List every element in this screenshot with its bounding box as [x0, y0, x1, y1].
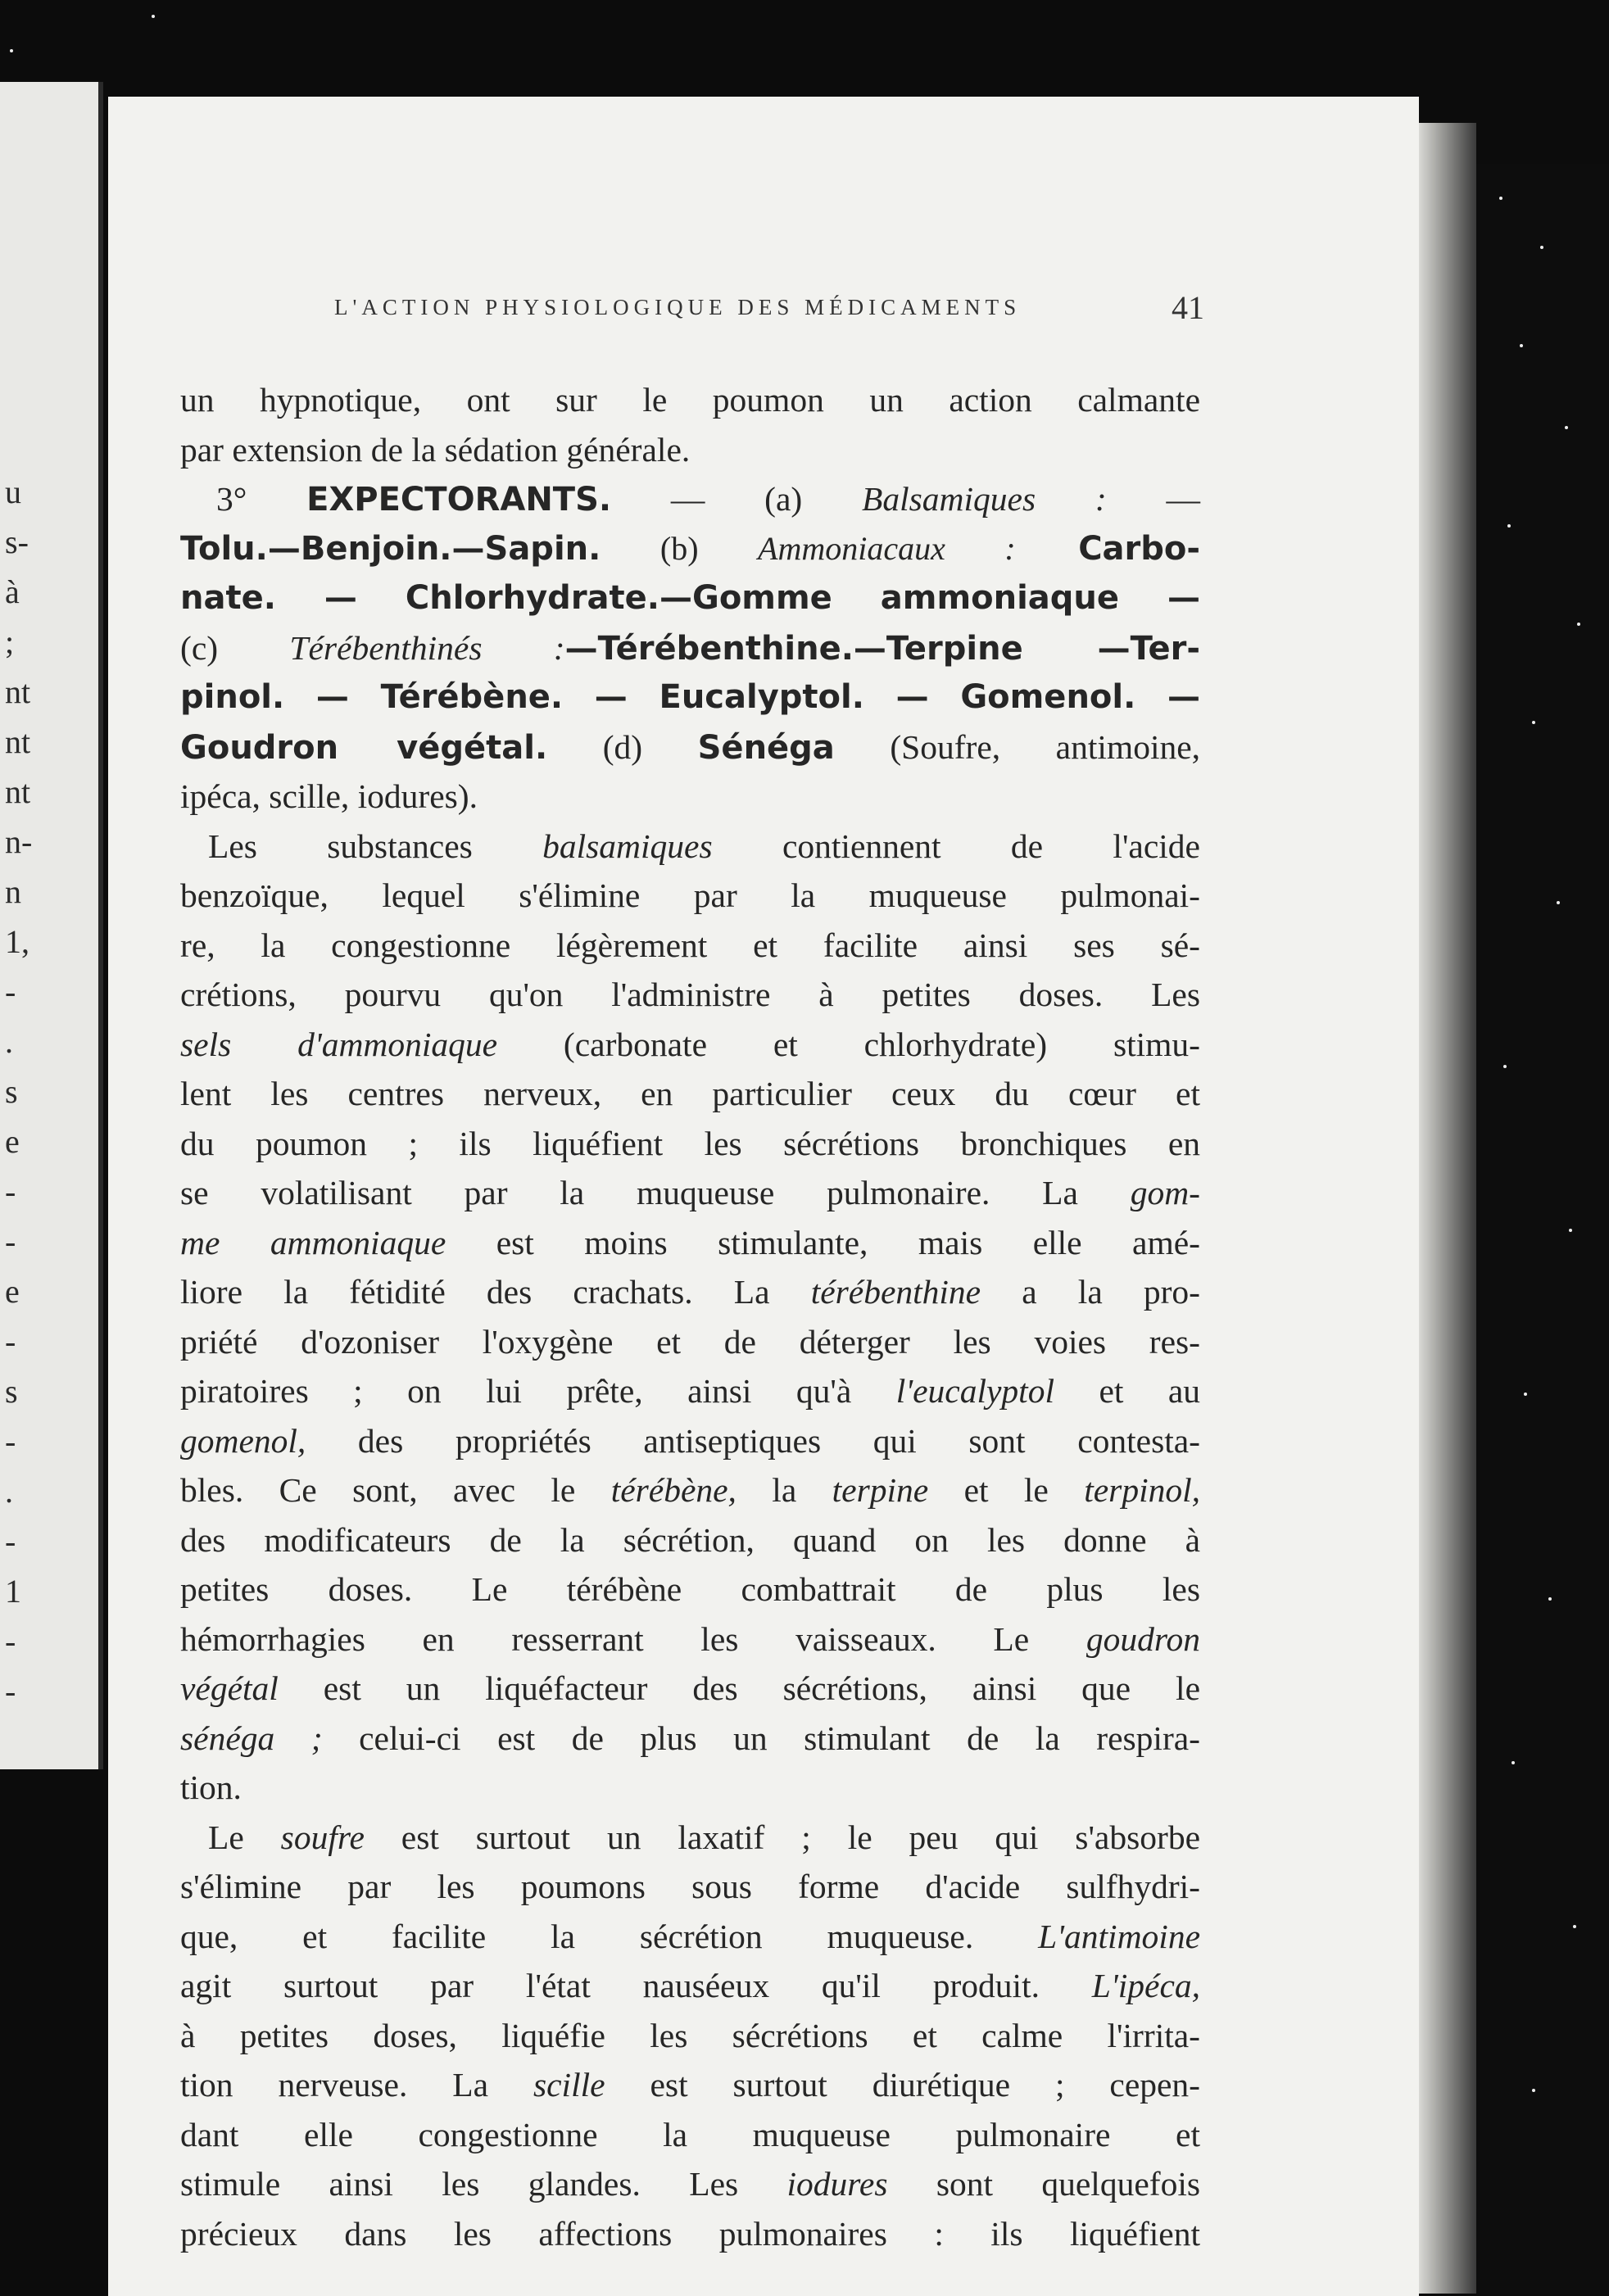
- text-line: s'élimine par les poumons sous forme d'acide sulfhydri-: [180, 1868, 1200, 1905]
- left-page-text-fragments: [5, 467, 79, 1716]
- left-fragment: nt: [5, 673, 31, 710]
- left-fragment: e: [5, 1123, 20, 1160]
- left-fragment: -: [5, 1173, 16, 1210]
- right-page-edge: [1476, 164, 1609, 2294]
- text-line: sels d'ammoniaque (carbonate et chlorhydrate) stimu-: [180, 1025, 1201, 1063]
- section-heading-line: 3° EXPECTORANTS. — (a) Balsamiques : —: [216, 480, 1200, 519]
- left-fragment: n-: [5, 823, 33, 860]
- left-fragment: -: [5, 1323, 16, 1360]
- left-fragment: .: [5, 1023, 13, 1060]
- text-line: nate. — Chlorhydrate.—Gomme ammoniaque —: [180, 579, 1200, 617]
- text-line: par extension de la sédation générale.: [180, 430, 691, 469]
- running-head: L'ACTION PHYSIOLOGIQUE DES MÉDICAMENTS: [334, 295, 1022, 319]
- text-line: gomenol, des propriétés antiseptiques qui sont contesta-: [180, 1421, 1200, 1460]
- text-line: dant elle congestionne la muqueuse pulmonaire et: [180, 2115, 1200, 2153]
- left-fragment: à: [5, 573, 20, 610]
- text-line: tion nerveuse. La scille est surtout diurétique ; cepen-: [180, 2066, 1200, 2104]
- page-gutter-shadow: [1419, 123, 1476, 2294]
- text-line: re, la congestionne légèrement et facilite ainsi ses sé-: [180, 926, 1200, 964]
- text-line: Tolu.—Benjoin.—Sapin. (b) Ammoniacaux : Carbo-: [180, 529, 1200, 568]
- text-line: me ammoniaque est moins stimulante, mais elle amé-: [180, 1223, 1200, 1261]
- left-fragment: e: [5, 1273, 20, 1310]
- text-line: sénéga ; celui-ci est de plus un stimulant de la respira-: [180, 1719, 1201, 1757]
- left-fragment: 1,: [5, 923, 29, 960]
- left-fragment: -: [5, 973, 16, 1010]
- text-line: liore la fétidité des crachats. La térébenthine a la pro-: [180, 1273, 1200, 1311]
- text-line: (c) Térébenthinés :—Térébenthine.—Terpine —Ter-: [180, 628, 1200, 668]
- text-line: un hypnotique, ont sur le poumon un action calmante: [180, 381, 1200, 419]
- text-line: du poumon ; ils liquéfient les sécrétions bronchiques en: [180, 1124, 1200, 1162]
- left-fragment: nt: [5, 723, 31, 760]
- text-line: végétal est un liquéfacteur des sécrétions, ainsi que le: [180, 1669, 1200, 1707]
- left-fragment: -: [5, 1523, 16, 1560]
- left-fragment: s: [5, 1373, 18, 1410]
- text-line: bles. Ce sont, avec le térébène, la terpine et le terpinol,: [180, 1471, 1201, 1509]
- text-line: se volatilisant par la muqueuse pulmonaire. La gom-: [180, 1174, 1200, 1211]
- page-number: 41: [1172, 289, 1204, 326]
- text-line: des modificateurs de la sécrétion, quand on les donne à: [180, 1520, 1200, 1559]
- text-line: pinol. — Térébène. — Eucalyptol. — Gomenol. —: [180, 678, 1200, 716]
- left-fragment: nt: [5, 773, 31, 810]
- text-line: précieux dans les affections pulmonaires : ils liquéfient: [180, 2214, 1200, 2253]
- body-text: [180, 375, 1200, 2258]
- text-line: petites doses. Le térébène combattrait de plus les: [180, 1570, 1200, 1608]
- text-line: hémorrhagies en resserrant les vaisseaux. Le goudron: [180, 1619, 1200, 1658]
- left-fragment: -: [5, 1623, 16, 1660]
- text-line: agit surtout par l'état nauséeux qu'il produit. L'ipéca,: [180, 1967, 1200, 2004]
- section-heading: EXPECTORANTS.: [306, 481, 612, 519]
- text-line: benzoïque, lequel s'élimine par la muqueuse pulmonai-: [180, 876, 1200, 914]
- left-fragment: .: [5, 1473, 13, 1510]
- left-facing-page: [0, 82, 103, 1769]
- text-line: à petites doses, liquéfie les sécrétions et calme l'irrita-: [180, 2016, 1200, 2054]
- text-line: priété d'ozoniser l'oxygène et de déterger les voies res-: [180, 1322, 1200, 1361]
- left-fragment: ;: [5, 623, 15, 660]
- text-line: que, et facilite la sécrétion muqueuse. L'antimoine: [180, 1917, 1200, 1955]
- text-line: stimule ainsi les glandes. Les iodures sont quelquefois: [180, 2165, 1200, 2203]
- text-line: Le soufre est surtout un laxatif ; le peu qui s'absorbe: [208, 1818, 1200, 1856]
- text-line: crétions, pourvu qu'on l'administre à petites doses. Les: [180, 976, 1200, 1013]
- left-fragment: s-: [5, 523, 29, 560]
- text-line: lent les centres nerveux, en particulier ceux du cœur et: [180, 1075, 1200, 1112]
- left-fragment: s: [5, 1073, 18, 1110]
- text-line: Goudron végétal. (d) Sénéga (Soufre, antimoine,: [180, 727, 1201, 767]
- left-fragment: -: [5, 1223, 16, 1260]
- text-line: piratoires ; on lui prête, ainsi qu'à l'eucalyptol et au: [180, 1372, 1200, 1410]
- left-fragment: u: [5, 473, 21, 510]
- left-fragment: n: [5, 873, 21, 910]
- left-fragment: -: [5, 1423, 16, 1460]
- left-fragment: 1: [5, 1573, 21, 1610]
- left-fragment: -: [5, 1673, 16, 1710]
- text-line: Les substances balsamiques contiennent de l'acide: [208, 826, 1200, 865]
- text-line: ipéca, scille, iodures).: [180, 777, 478, 815]
- text-line: tion.: [180, 1768, 242, 1806]
